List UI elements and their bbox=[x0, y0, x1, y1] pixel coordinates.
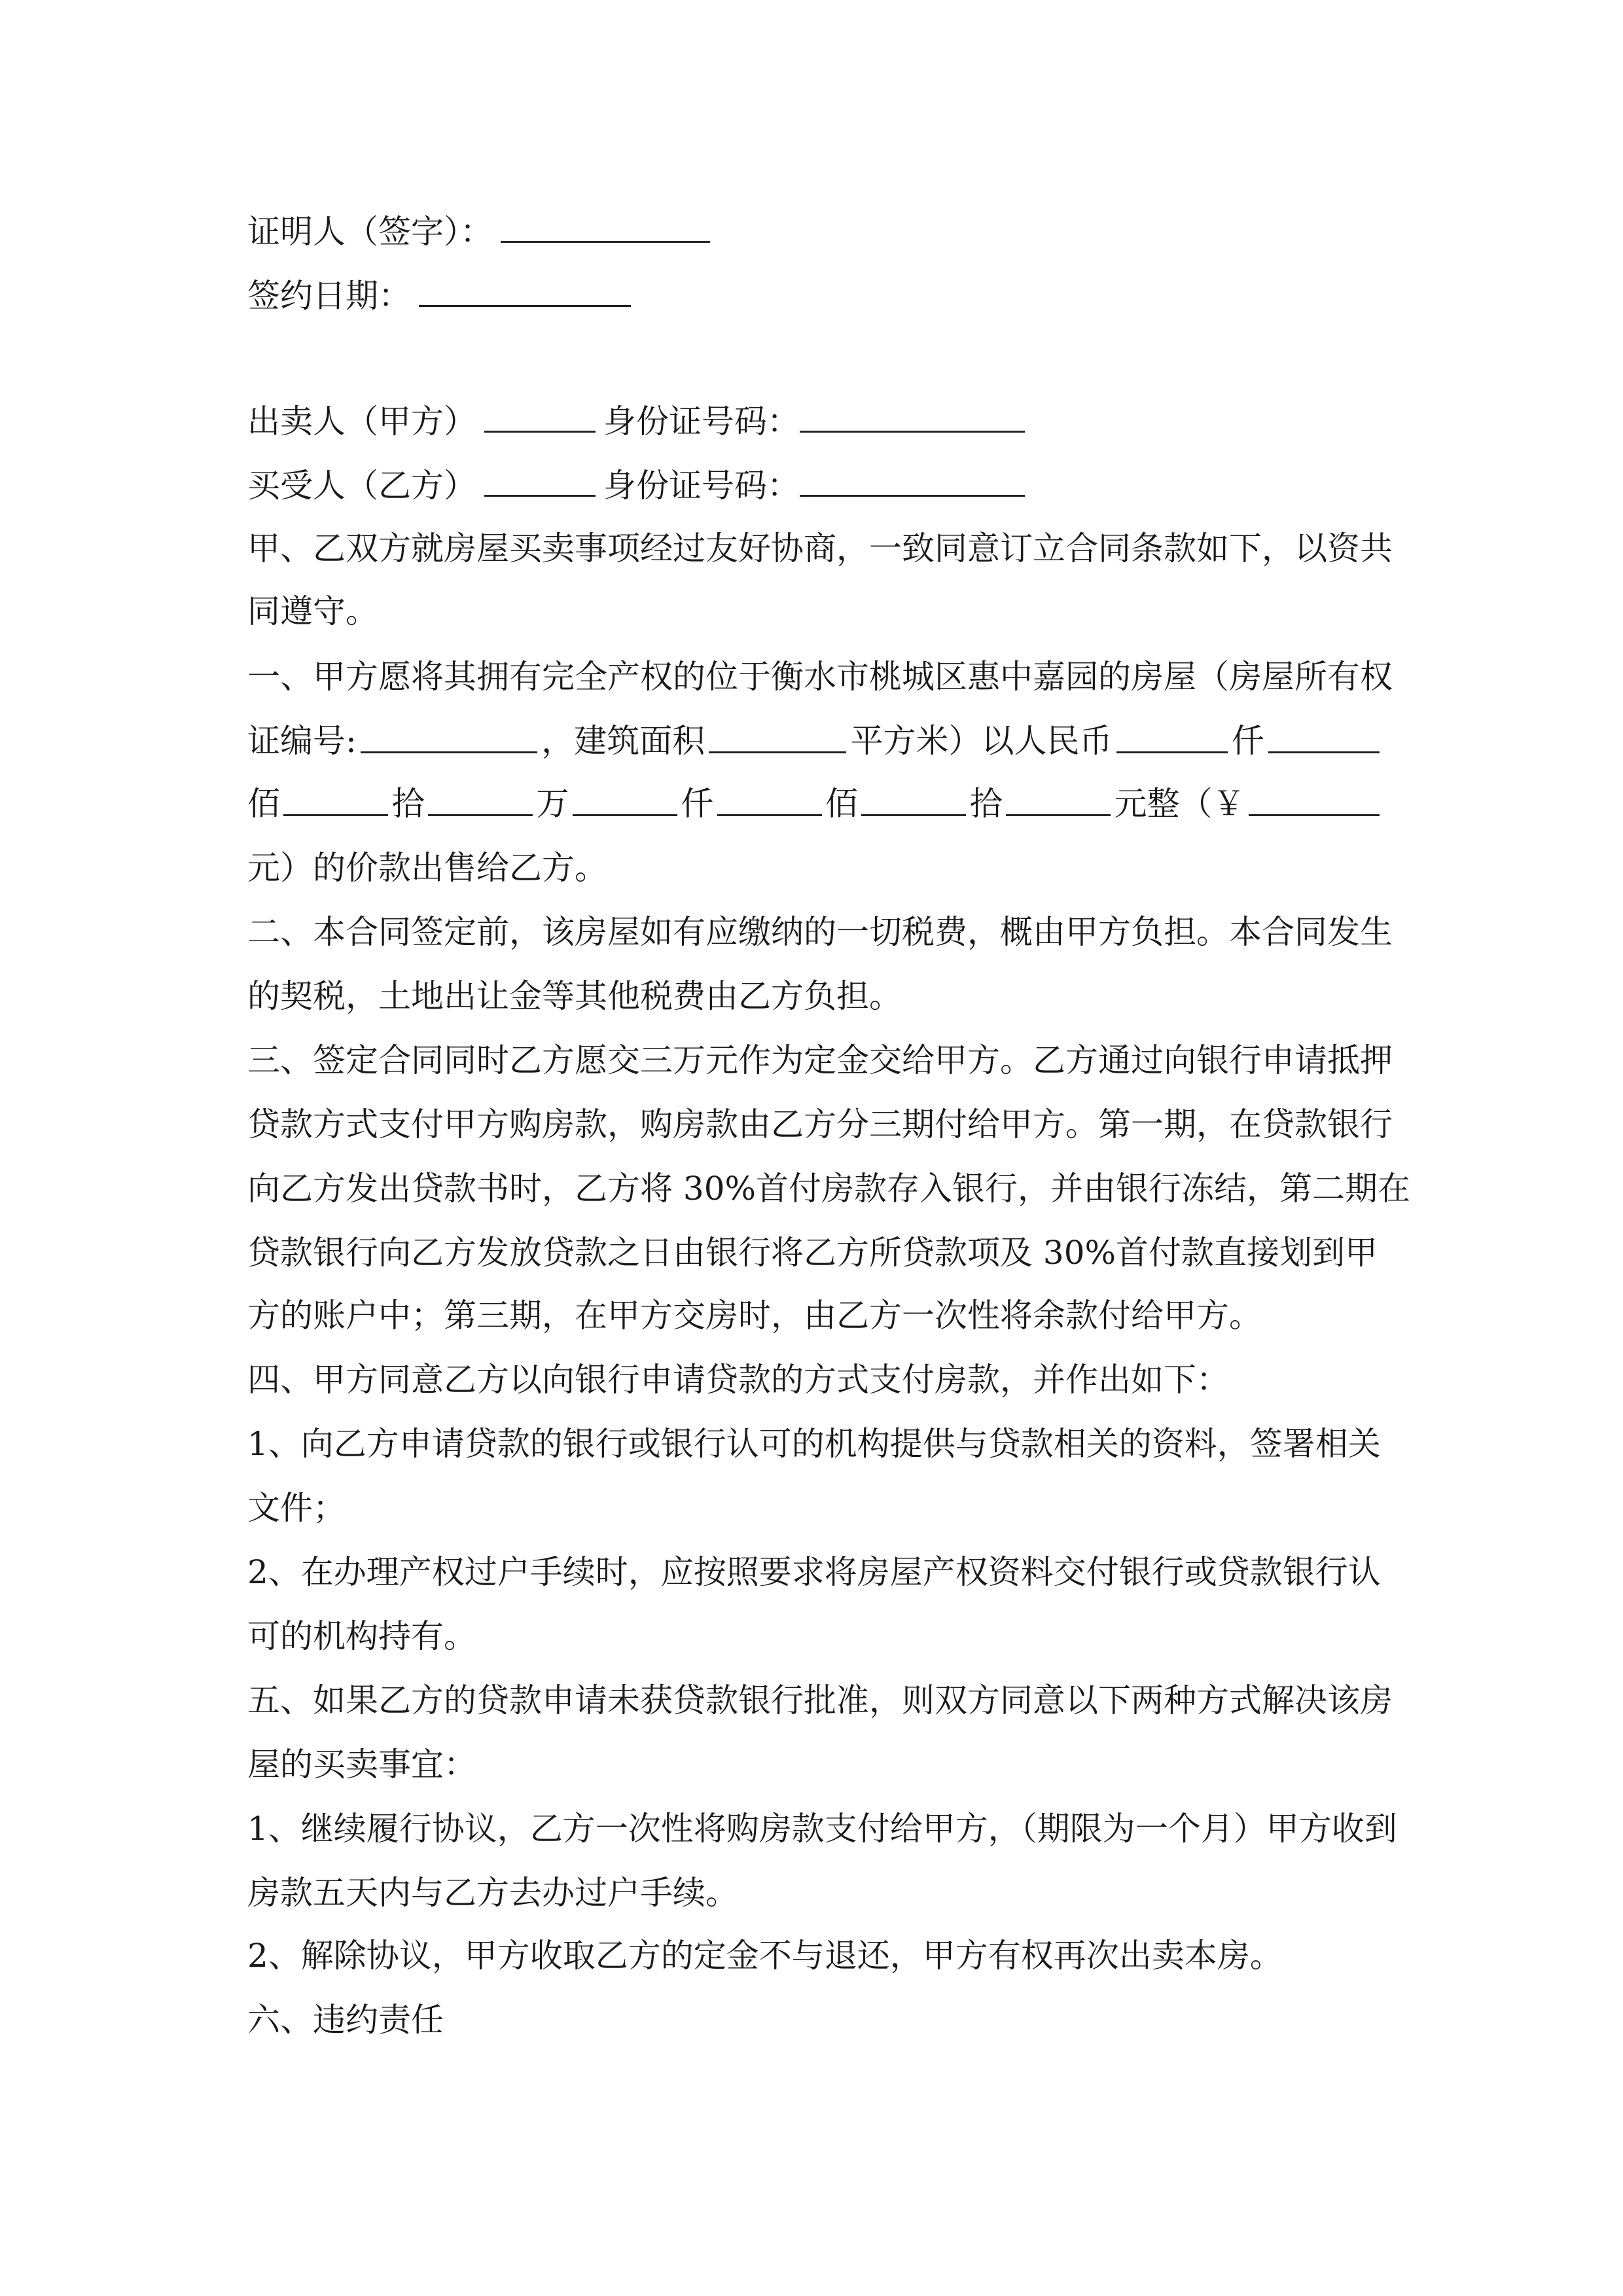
clause-2-line-1: 二、本合同签定前，该房屋如有应缴纳的一切税费，概由甲方负担。本合同发生 bbox=[247, 913, 1393, 951]
sign-date-blank[interactable] bbox=[419, 275, 631, 307]
clause-3-line-4: 贷款银行向乙方发放贷款之日由银行将乙方所贷款项及 30%首付款直接划到甲 bbox=[247, 1234, 1378, 1272]
clause-5-line-1: 五、如果乙方的贷款申请未获贷款银行批准，则双方同意以下两种方式解决该房 bbox=[247, 1681, 1393, 1719]
buyer-name-blank[interactable] bbox=[484, 465, 596, 497]
clause-5-1-line-2: 房款五天内与乙方去办过户手续。 bbox=[247, 1874, 738, 1912]
price-qian-blank-1[interactable] bbox=[1116, 721, 1228, 753]
clause-1-line-4: 元）的价款出售给乙方。 bbox=[247, 849, 607, 887]
unit-yuan-zheng: 元整（￥ bbox=[1114, 785, 1245, 823]
seller-line bbox=[247, 401, 1380, 441]
price-yuan-blank[interactable] bbox=[1006, 784, 1111, 816]
unit-qian-2: 仟 bbox=[681, 785, 714, 823]
clause-1-line-2 bbox=[247, 721, 1380, 761]
clause-2-line-2: 的契税，土地出让金等其他税费由乙方负担。 bbox=[247, 977, 902, 1015]
unit-qian-1: 仟 bbox=[1231, 722, 1264, 760]
buyer-line bbox=[247, 465, 1380, 505]
seller-label: 出卖人（甲方） bbox=[247, 403, 476, 440]
sign-date-label: 签约日期： bbox=[247, 277, 411, 315]
clause-3-line-1: 三、签定合同同时乙方愿交三万元作为定金交给甲方。乙方通过向银行申请抵押 bbox=[247, 1041, 1393, 1079]
price-numeric-blank[interactable] bbox=[1249, 784, 1380, 816]
clause-4-2-line-1: 2、在办理产权过户手续时，应按照要求将房屋产权资料交付银行或贷款银行认 bbox=[247, 1553, 1381, 1591]
seller-id-blank[interactable] bbox=[800, 401, 1025, 433]
price-shi-blank-1[interactable] bbox=[283, 784, 388, 816]
clause-4-1-line-1: 1、向乙方申请贷款的银行或银行认可的机构提供与贷款相关的资料，签署相关 bbox=[247, 1425, 1381, 1463]
unit-shi-1: 拾 bbox=[391, 785, 425, 823]
clause-1-line-3 bbox=[247, 784, 1380, 823]
witness-line bbox=[247, 211, 1380, 251]
cert-number-label: 证编号: bbox=[247, 722, 357, 760]
unit-shi-2: 拾 bbox=[969, 785, 1003, 823]
buyer-label: 买受人（乙方） bbox=[247, 467, 476, 505]
seller-name-blank[interactable] bbox=[484, 401, 596, 433]
buyer-id-label: 身份证号码： bbox=[603, 467, 800, 505]
clause-5-2-line-1: 2、解除协议，甲方收取乙方的定金不与退还，甲方有权再次出卖本房。 bbox=[247, 1937, 1283, 1975]
clause-4-1-line-2: 文件； bbox=[247, 1489, 346, 1527]
sign-date-line bbox=[247, 275, 1380, 315]
unit-bai-1: 佰 bbox=[247, 785, 280, 823]
clause-3-line-5: 方的账户中；第三期，在甲方交房时，由乙方一次性将余款付给甲方。 bbox=[247, 1297, 1262, 1335]
intro-line-1: 甲、乙双方就房屋买卖事项经过友好协商，一致同意订立合同条款如下，以资共 bbox=[247, 529, 1393, 567]
price-qian-blank-2[interactable] bbox=[573, 784, 677, 816]
witness-label: 证明人（签字）： bbox=[247, 213, 493, 251]
clause-3-line-2: 贷款方式支付甲方购房款，购房款由乙方分三期付给甲方。第一期，在贷款银行 bbox=[247, 1105, 1393, 1143]
price-wan-blank[interactable] bbox=[428, 784, 533, 816]
price-shi-blank-2[interactable] bbox=[861, 784, 966, 816]
intro-line-2: 同遵守。 bbox=[247, 592, 378, 630]
seller-id-label: 身份证号码： bbox=[603, 403, 800, 440]
clause-3-line-3: 向乙方发出贷款书时，乙方将 30%首付房款存入银行，并由银行冻结，第二期在 bbox=[247, 1170, 1411, 1208]
clause-4-2-line-2: 可的机构持有。 bbox=[247, 1617, 476, 1655]
clause-5-line-2: 屋的买卖事宜： bbox=[247, 1746, 476, 1784]
area-label: ，建筑面积 bbox=[541, 722, 705, 760]
unit-wan: 万 bbox=[536, 785, 569, 823]
unit-bai-2: 佰 bbox=[825, 785, 858, 823]
area-blank[interactable] bbox=[709, 721, 846, 753]
price-bai-blank-2[interactable] bbox=[717, 784, 822, 816]
clause-4-line-1: 四、甲方同意乙方以向银行申请贷款的方式支付房款，并作出如下： bbox=[247, 1361, 1229, 1399]
clause-1-line-1: 一、甲方愿将其拥有完全产权的位于衡水市桃城区惠中嘉园的房屋（房屋所有权 bbox=[247, 658, 1393, 696]
area-unit-label: 平方米）以人民币 bbox=[850, 722, 1113, 760]
clause-6-title: 六、违约责任 bbox=[247, 2001, 444, 2039]
clause-5-1-line-1: 1、继续履行协议，乙方一次性将购房款支付给甲方，（期限为一个月）甲方收到 bbox=[247, 1810, 1397, 1848]
witness-signature-blank[interactable] bbox=[501, 211, 710, 243]
buyer-id-blank[interactable] bbox=[800, 465, 1025, 497]
cert-number-blank[interactable] bbox=[361, 721, 537, 753]
price-bai-blank-1[interactable] bbox=[1268, 721, 1380, 753]
